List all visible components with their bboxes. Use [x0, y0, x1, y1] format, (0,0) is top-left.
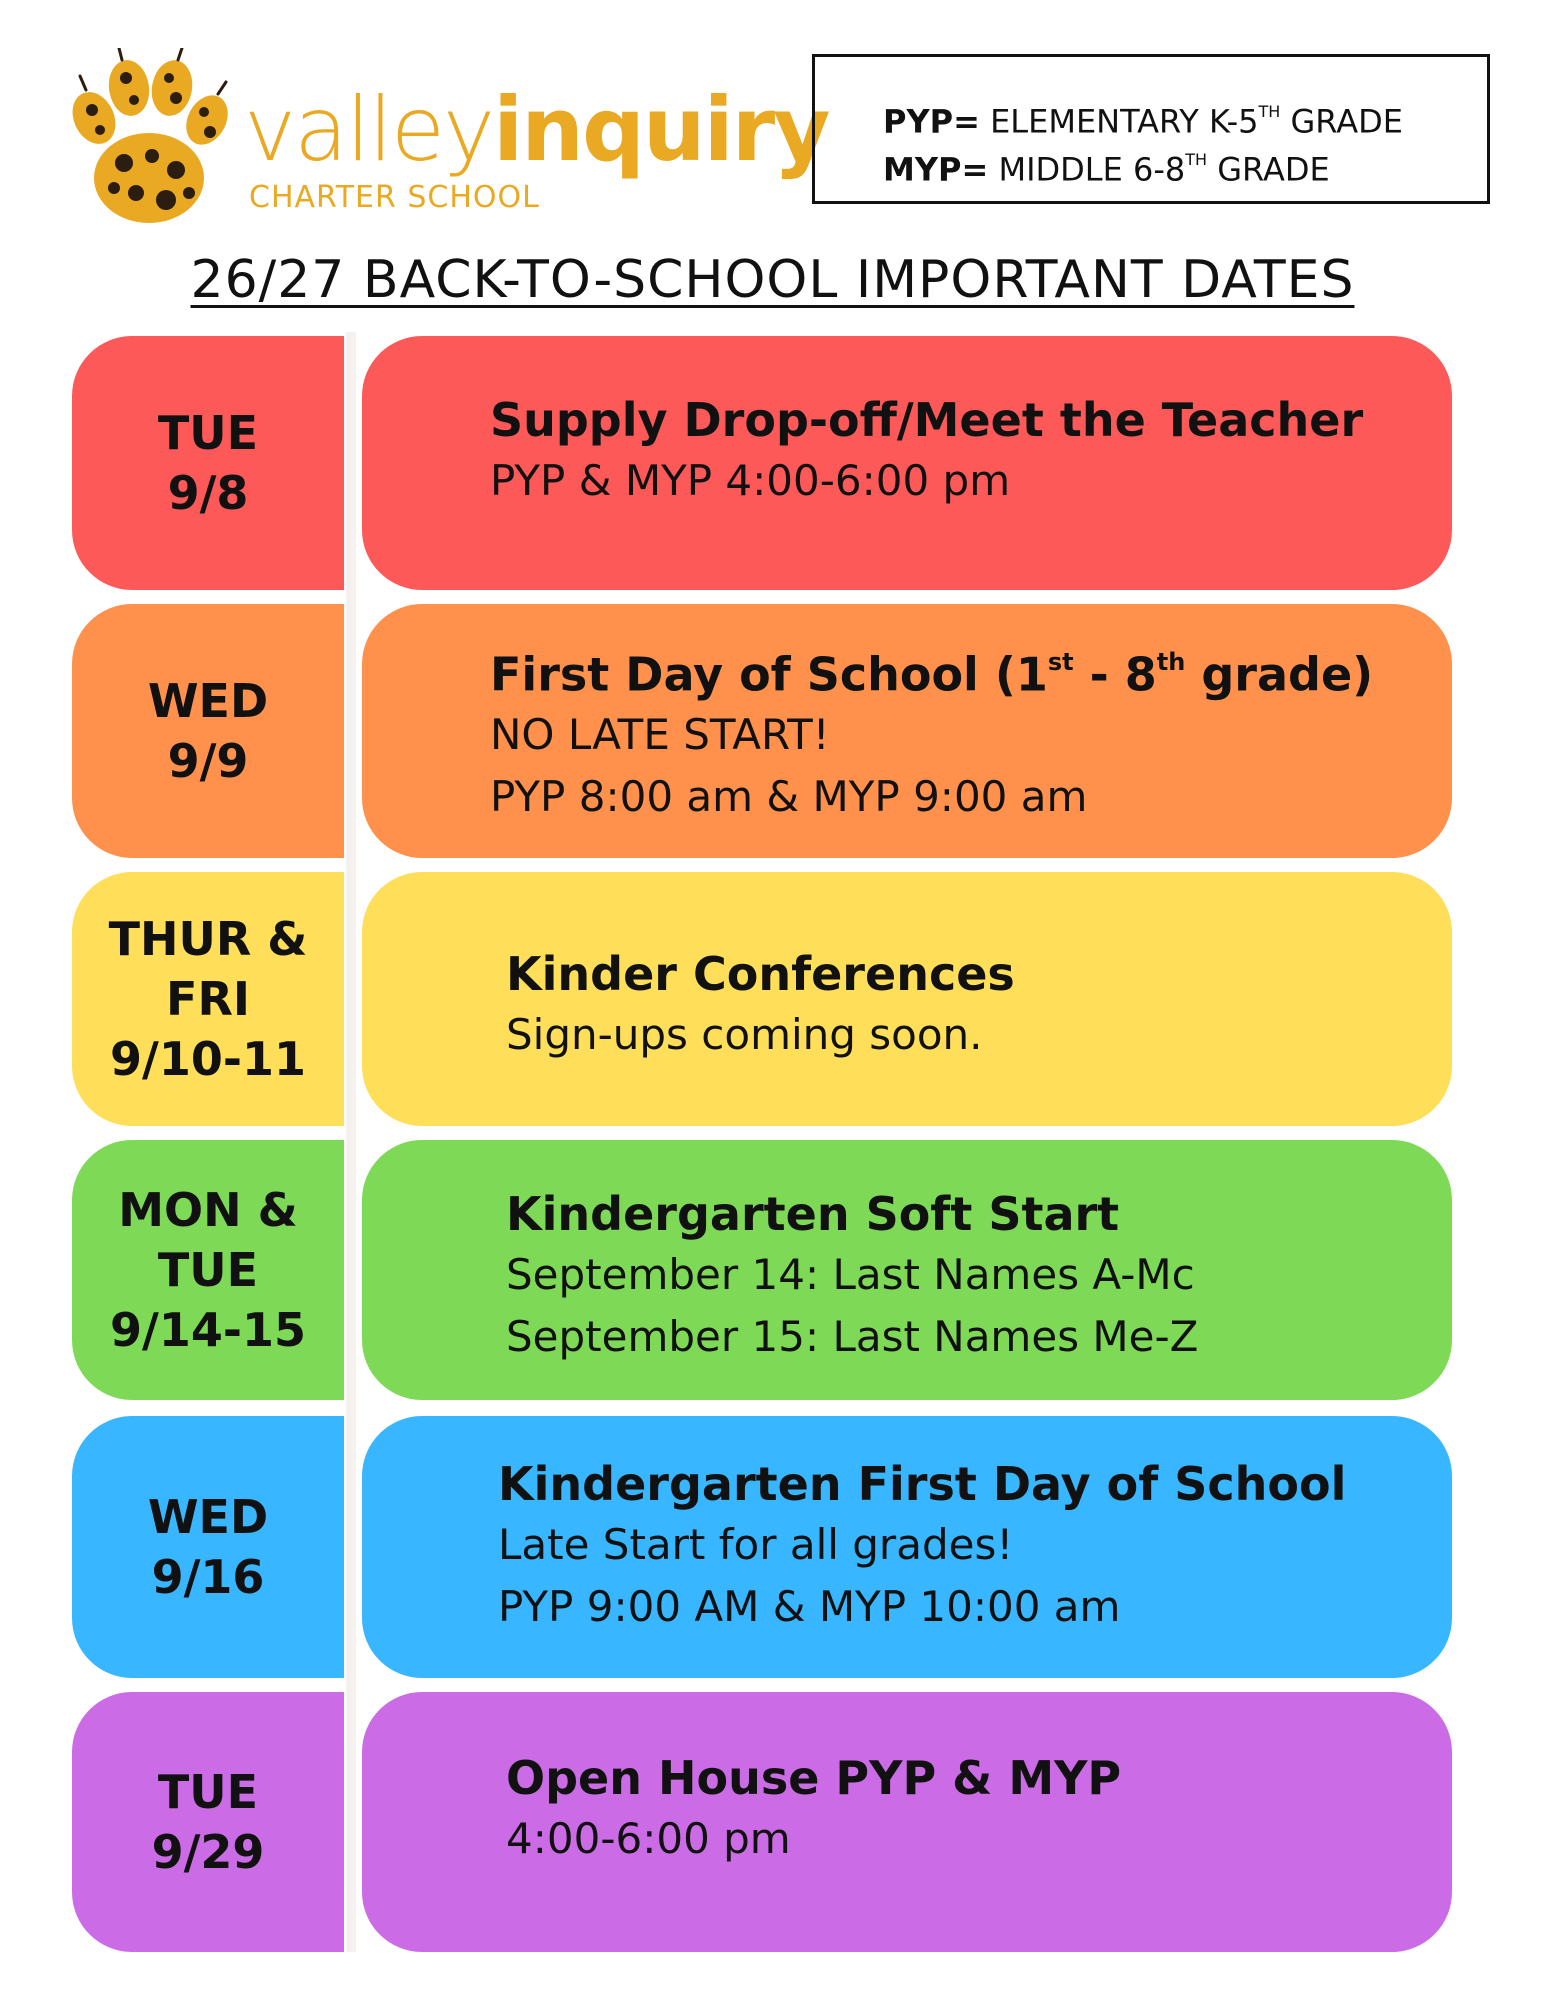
event-details [362, 604, 1452, 858]
event-title: Kindergarten First Day of School [498, 1457, 1347, 1511]
event-date-day: THUR & [108, 912, 308, 966]
event-date-day: WED [147, 674, 269, 728]
event-line: PYP 8:00 am & MYP 9:00 am [490, 772, 1088, 822]
event-line: September 14: Last Names A-Mc [506, 1250, 1195, 1299]
event-details [362, 336, 1452, 590]
event-title: Open House PYP & MYP [506, 1751, 1122, 1805]
legend-myp-text: MIDDLE 6-8 [998, 150, 1186, 189]
page-title: 26/27 BACK-TO-SCHOOL IMPORTANT DATES [190, 250, 1355, 310]
event-date [72, 1692, 344, 1952]
event-line: Sign-ups coming soon. [506, 1010, 983, 1059]
legend-pyp-text: ELEMENTARY K-5 [990, 102, 1259, 141]
event-title-part: First Day of School (1 [490, 647, 1048, 702]
event-date [72, 1416, 344, 1678]
school-name-light: valley [244, 78, 494, 181]
legend-myp [883, 143, 1487, 191]
legend-myp-sup: TH [1185, 149, 1208, 169]
event-title-sup: th [1156, 648, 1186, 676]
event-details [362, 1692, 1452, 1952]
event-title: Supply Drop-off/Meet the Teacher [490, 393, 1364, 447]
school-name [244, 78, 829, 181]
event-date-day: TUE [157, 406, 259, 460]
event-line: Late Start for all grades! [498, 1520, 1014, 1569]
event-details [362, 872, 1452, 1126]
school-subtitle: CHARTER SCHOOL [249, 180, 540, 215]
event-date-day: WED [147, 1490, 269, 1544]
event-row-soft-start [72, 1140, 1452, 1400]
legend-pyp-tail: GRADE [1280, 102, 1403, 141]
event-row-first-day [72, 604, 1452, 858]
event-line: September 15: Last Names Me-Z [506, 1312, 1199, 1361]
event-title [490, 636, 1452, 704]
event-details [362, 1140, 1452, 1400]
event-date-num: 9/14-15 [110, 1303, 306, 1357]
event-date-num: 9/29 [151, 1825, 265, 1879]
legend-pyp-key: PYP= [883, 102, 980, 141]
event-title-part: - 8 [1073, 647, 1157, 702]
legend-pyp [883, 95, 1487, 143]
paw-print-icon [64, 48, 234, 228]
legend-myp-key: MYP= [883, 150, 989, 189]
event-date-num: 9/16 [151, 1550, 265, 1604]
event-date [72, 1140, 344, 1400]
legend-pyp-sup: TH [1258, 102, 1281, 121]
event-date-day2: TUE [157, 1243, 259, 1297]
event-date-num: 9/8 [167, 466, 249, 520]
event-title-sup: st [1047, 648, 1074, 676]
grade-legend [812, 54, 1490, 204]
event-date [72, 336, 344, 590]
event-line: 4:00-6:00 pm [506, 1814, 791, 1863]
school-name-bold: inquiry [493, 78, 829, 181]
event-date-day: TUE [157, 1765, 259, 1819]
event-details [362, 1416, 1452, 1678]
event-date [72, 604, 344, 858]
event-line: NO LATE START! [490, 710, 830, 760]
event-row-supply-drop-off [72, 336, 1452, 590]
event-date-num: 9/10-11 [110, 1032, 306, 1086]
event-row-kinder-conferences [72, 872, 1452, 1126]
event-title: Kinder Conferences [506, 947, 1015, 1001]
event-row-kinder-first-day [72, 1416, 1452, 1678]
event-date-day2: FRI [166, 972, 250, 1026]
legend-myp-tail: GRADE [1207, 150, 1330, 189]
event-line: PYP & MYP 4:00-6:00 pm [490, 456, 1011, 505]
event-title-part: grade) [1185, 647, 1374, 702]
event-date-day: MON & [118, 1183, 298, 1237]
event-date-num: 9/9 [167, 734, 249, 788]
event-line: PYP 9:00 AM & MYP 10:00 am [498, 1582, 1121, 1631]
school-logo [64, 48, 829, 218]
event-title: Kindergarten Soft Start [506, 1187, 1120, 1241]
event-row-open-house [72, 1692, 1452, 1952]
event-date [72, 872, 344, 1126]
